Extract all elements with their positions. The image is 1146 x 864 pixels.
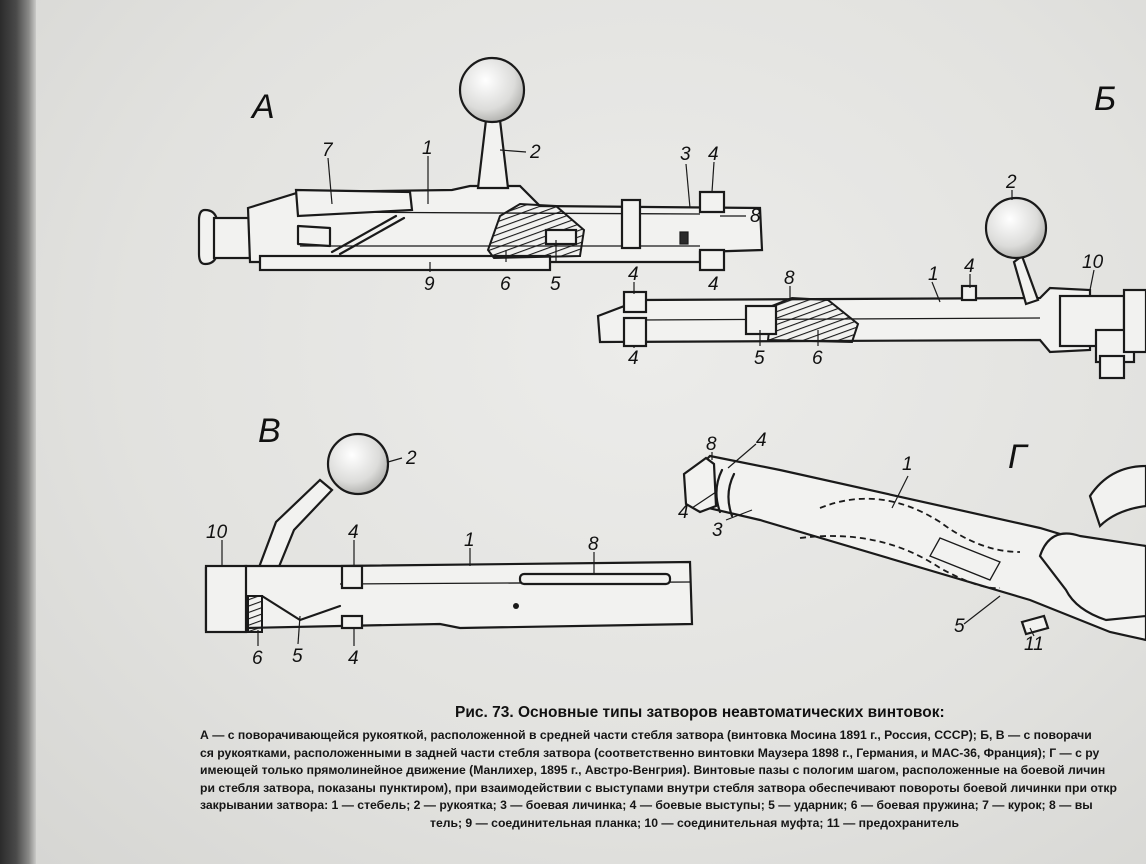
callout-d-5: 5 bbox=[954, 616, 965, 637]
panel-d-drawing bbox=[684, 456, 1146, 640]
panel-a-drawing bbox=[199, 58, 762, 270]
panel-c-drawing bbox=[206, 434, 692, 632]
panel-letter-d: Г bbox=[1008, 438, 1027, 476]
panel-letter-a: А bbox=[252, 88, 275, 126]
callout-d-4-top: 4 bbox=[756, 430, 767, 451]
callout-d-1: 1 bbox=[902, 454, 913, 475]
figure-caption-title: Рис. 73. Основные типы затворов неавтоматических винтовок: bbox=[455, 704, 945, 721]
panel-letter-c: В bbox=[258, 412, 281, 450]
callout-a-5: 5 bbox=[550, 274, 561, 295]
caption-line: тель; 9 — соединительная планка; 10 — соединительная муфта; 11 — предохранитель bbox=[430, 815, 959, 830]
callout-b-4-bottom: 4 bbox=[628, 348, 639, 369]
callout-b-8: 8 bbox=[784, 268, 795, 289]
callout-a-8: 8 bbox=[750, 206, 761, 227]
callout-a-7: 7 bbox=[322, 140, 333, 161]
callout-c-8: 8 bbox=[588, 534, 599, 555]
callout-c-6: 6 bbox=[252, 648, 263, 669]
caption-line: ся рукоятками, расположенными в задней части стебля затвора (соответственно винтовки Маузера 1898 г., Германия, и МАС-36, Франция); Г — с ру bbox=[200, 745, 1100, 760]
callout-b-1: 1 bbox=[928, 264, 939, 285]
callout-c-5: 5 bbox=[292, 646, 303, 667]
callout-b-2: 2 bbox=[1006, 172, 1017, 193]
callout-b-10: 10 bbox=[1082, 252, 1104, 273]
callout-b-5: 5 bbox=[754, 348, 765, 369]
callout-a-6: 6 bbox=[500, 274, 511, 295]
callout-c-2: 2 bbox=[406, 448, 417, 469]
callout-b-6: 6 bbox=[812, 348, 823, 369]
caption-line: имеющей только прямолинейное движение (Манлихер, 1895 г., Австро-Венгрия). Винтовые пазы с пологим шагом, расположенные на боевой личин bbox=[200, 763, 1106, 778]
callout-a-9: 9 bbox=[424, 274, 435, 295]
callout-a-4-top: 4 bbox=[708, 144, 719, 165]
caption-line: А — с поворачивающейся рукояткой, расположенной в средней части стебля затвора (винтовка Мосина 1891 г., Россия, СССР); Б, В — с поворачи bbox=[200, 728, 1092, 742]
callout-b-4-top: 4 bbox=[964, 256, 975, 277]
callout-a-3: 3 bbox=[680, 144, 691, 165]
callout-d-4-left: 4 bbox=[678, 502, 689, 523]
callout-d-11: 11 bbox=[1024, 634, 1044, 655]
callout-c-4-bottom: 4 bbox=[348, 648, 359, 669]
callout-d-8: 8 bbox=[706, 434, 717, 455]
panel-letter-b: Б bbox=[1094, 80, 1117, 118]
callout-c-1: 1 bbox=[464, 530, 475, 551]
caption-line: закрывании затвора: 1 — стебель; 2 — рукоятка; 3 — боевая личинка; 4 — боевые выступы; 5 — ударник; 6 — боевая пружина; 7 — курок; 8 — вы bbox=[200, 798, 1093, 813]
callout-a-4-bottom: 4 bbox=[708, 274, 719, 295]
figure-caption-body bbox=[200, 727, 1146, 833]
callout-b-4-left: 4 bbox=[628, 264, 639, 285]
caption-line: ри стебля затвора, показаны пунктиром), при взаимодействии с выступами внутри стебля затвора обеспечивают повороты боевой личинки при откр bbox=[200, 780, 1117, 795]
callout-d-3: 3 bbox=[712, 520, 723, 541]
callout-c-4-top: 4 bbox=[348, 522, 359, 543]
callout-a-1: 1 bbox=[422, 138, 433, 159]
callout-a-2: 2 bbox=[530, 142, 541, 163]
callout-c-10: 10 bbox=[206, 522, 228, 543]
